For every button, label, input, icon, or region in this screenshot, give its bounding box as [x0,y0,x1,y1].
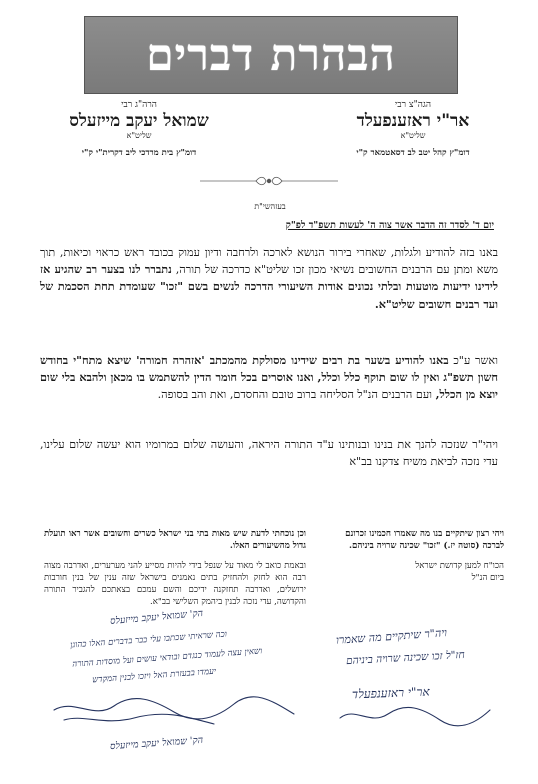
banner-title: הבהרת דברים [146,29,396,81]
endorsement-date: ביום הנ"ל [471,573,504,583]
paragraph-text: ואשר ע"כ [448,354,498,367]
signer-honorific: הגה"צ רבי [394,100,432,110]
handwritten-signature: הק' שמואל יעקב מייזעלס [109,734,204,753]
endorsement-quote: ויהי רצון שיתקיים בנו מה שאמרו חכמינו זכרונם לברכה (סוטה יז.) "זכו" שכינה שרויה ביניהם. [345,529,504,551]
signature-scribble [330,700,500,730]
signer-honorific: הרה"ג רבי [121,100,157,110]
handwritten-signature: אר"י ראזענפעלד [351,684,430,702]
handwritten-line: חז"ל זכו שכינה שרויה ביניהם [345,648,465,668]
signer-role: דומ"ץ בית מרדכי ליב דקרית"י ק"י [81,148,197,158]
endorsement-signoff: הכו"ח למען קדושת ישראל [415,561,504,571]
bs-heading: בעזהשי"ת [254,202,286,211]
paragraph-text: באנו בזה להודיע ולגלות, שאחרי בירור הנושא לארכה ולרחבה ודיון עמוק בכובד ראש כראוי וכיאות, תוך משא ומתן עם הרבנים החשובים נשיאי מכון זכו שליט"א כדרכה של תורה, [40,246,498,277]
handwritten-line: יעמדו בבעזרת האל ויזכו לבנין המקדש [91,666,217,686]
paragraph-text: ועם הרבנים הנ"ל הסליחה ברוב טובם והחסדם, ואת והב בסופה. [157,388,436,402]
signer-role: דומ"ץ קהל יטב לב דסאטמאר ק"י [356,148,470,158]
endorsement-column-left [44,528,306,608]
signature-scribble [44,690,304,730]
paragraph-1 [40,244,498,313]
letterhead-banner [84,16,458,94]
handwritten-line: וכה שראיתי שכתבו עלי כבר בדברים האלו כהוגן [69,629,228,651]
signer-block-left [44,100,234,159]
endorsement-column-right [326,528,504,584]
endorsement-body: ובאמת כואב לי מאוד על שנפל בידי להיות מסייע להני מערערים, ואדרבה מצוה רבה הוא לחזק ולהחזיק בתים נאמנים בישראל שזה ענין של בנין חורבות ירושלים, ואדרבה תחזקנה ידיכם והשם עמכם בצאתכם להגביר התורה והקדושה, עדי נזכה לבנין ביהמק השלישי בב"א. [44,561,306,607]
signer-name: אר"י ראזענפעלד [356,111,470,131]
handwritten-line: הק' שמואל יעקב מייזעלס [109,607,204,628]
signer-title: שליט"א [126,131,152,140]
date-line: יום ד' לסדר זה הדבר אשר צוה ה' לעשות תשפ"ד לפ"ק [285,220,494,231]
signer-name: שמואל יעקב מייזעלס [69,111,209,131]
handwritten-line: ויה"ר שיתקיים מה שאמרו [335,626,448,647]
handwritten-line: ושאין עצה לעמוד כנגדם ובודאי עושים ועל מוסדות התורה [71,646,263,670]
paragraph-2 [40,352,498,404]
signer-block-right [318,100,508,159]
ornament-divider [200,174,338,188]
paragraph-bold-text: נתברר לנו בצער רב שהגיע אז לידינו ידיעות מוטעות ובלתי נכונים אודות השיעורי הדרכה לנשים בשם "זכו" שעומדת תחת הסכמת של ועד רבנים חשובים שליט"א. [40,262,498,311]
endorsement-heading: וכן נוכחתי לדעת שיש מאות בתי בני ישראל כשרים וחשובים אשר ראו תועלת גדול מהשיעורים האלו. [44,529,306,551]
paragraph-3: ויהי"ר שנזכה להנך את בנינו ובנותינו ע"ד התורה היראה, והעושה שלום במרומיו הוא יעשה שלום עלינו, עדי נזכה לביאת משיח צדקנו בב"א [40,438,498,469]
signer-title: שליט"א [400,131,426,140]
paragraph-bold-text: באנו להודיע בשער בת רבים שידינו מסולקת מהמכתב 'אזהרה חמורה' שיצא מתח"י בחודש חשון תשפ"ג ואין לו שום תוקף כלל וכלל, ואנו אוסרים בכל חומר הדין להשתמש בו מכאן ולהבא בלי שום יוצא מן הכלל, [40,353,498,402]
